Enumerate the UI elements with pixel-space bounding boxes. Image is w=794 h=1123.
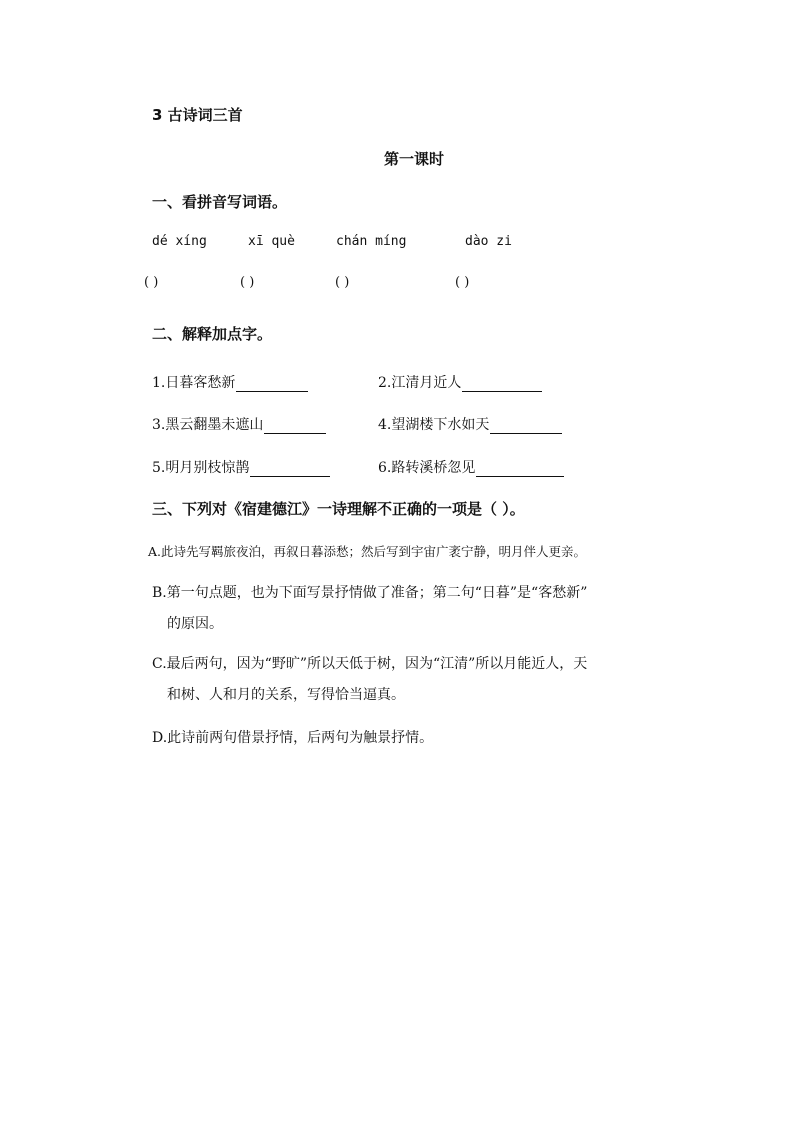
- explain-item-2: [378, 372, 542, 392]
- section-1-heading: 一、看拼音写词语。: [152, 193, 288, 211]
- pinyin-1: dé xíng: [152, 234, 207, 249]
- explain-item-2-text: 2.江清月近人: [378, 375, 462, 391]
- pinyin-2: xī què: [248, 234, 295, 249]
- explain-item-3-text: 3.黑云翻墨未遮山: [152, 417, 264, 433]
- section-2-heading: 二、解释加点字。: [152, 325, 273, 343]
- pinyin-4: dào zi: [465, 234, 512, 249]
- option-c-line-1: C.最后两句，因为“野旷”所以天低于树，因为“江清”所以月能近人，天: [152, 656, 588, 672]
- option-c-line-2: 和树、人和月的关系，写得恰当逼真。: [167, 687, 405, 703]
- option-a[interactable]: A.此诗先写羁旅夜泊，再叙日暮添愁；然后写到宇宙广袤宁静，明月伴人更亲。: [148, 544, 587, 559]
- answer-blank-3[interactable]: [264, 418, 326, 434]
- answer-blank-2[interactable]: [462, 376, 542, 392]
- answer-blank-6[interactable]: [476, 461, 564, 477]
- option-b-line-1: B.第一句点题，也为下面写景抒情做了准备；第二句“日暮”是“客愁新”: [152, 585, 588, 601]
- explain-item-4: [378, 414, 562, 434]
- answer-blank-1[interactable]: [236, 376, 308, 392]
- explain-item-5: [152, 457, 330, 477]
- pinyin-3: chán míng: [336, 234, 407, 249]
- explain-item-6-text: 6.路转溪桥忽见: [378, 460, 476, 476]
- answer-blank-4[interactable]: [490, 418, 562, 434]
- answer-box-4[interactable]: ( ): [455, 275, 470, 290]
- option-b-line-2: 的原因。: [167, 616, 223, 632]
- explain-item-1: [152, 372, 308, 392]
- explain-item-5-text: 5.明月别枝惊鹊: [152, 460, 250, 476]
- explain-item-3: [152, 414, 326, 434]
- explain-item-4-text: 4.望湖楼下水如天: [378, 417, 490, 433]
- answer-box-1[interactable]: ( ): [144, 275, 159, 290]
- option-d[interactable]: D.此诗前两句借景抒情，后两句为触景抒情。: [152, 730, 434, 746]
- option-b[interactable]: [152, 578, 587, 640]
- lesson-subtitle: 第一课时: [383, 150, 444, 168]
- answer-box-2[interactable]: ( ): [240, 275, 255, 290]
- option-c[interactable]: [152, 649, 587, 711]
- lesson-title: 3 古诗词三首: [152, 106, 243, 124]
- explain-item-6: [378, 457, 564, 477]
- explain-item-1-text: 1.日暮客愁新: [152, 375, 236, 391]
- answer-box-3[interactable]: ( ): [335, 275, 350, 290]
- section-3-heading: 三、下列对《宿建德江》一诗理解不正确的一项是（ ）。: [152, 500, 525, 518]
- answer-blank-5[interactable]: [250, 461, 330, 477]
